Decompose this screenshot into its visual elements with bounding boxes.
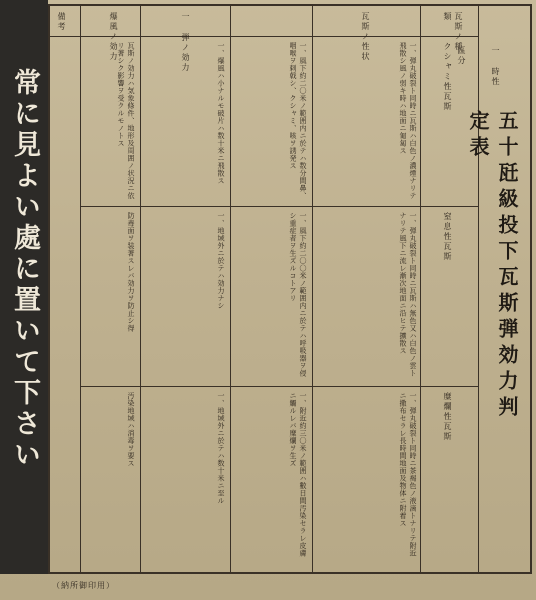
header-class-top: 瓦斯ノ種類 [443,12,463,52]
effect-table [48,4,532,574]
row-2-label: 窒息性瓦斯 [443,212,452,262]
row-1-notes: 瓦斯ノ効力ハ気象條件、地形及周囲ノ状況ニ依リ著シク影響ヲ受クルモノトス [117,42,135,200]
row-3-notes: 汚染地域ハ消毒ヲ要ス [127,392,135,467]
col-divider-title [478,6,479,572]
row-3-gas: 一、弾丸破裂ト同時ニ茶褐色ノ液滴トナリテ附近ニ撒布セラレ長時間地面及物体ニ附着ス [399,392,417,557]
row-2-gas: 一、弾丸破裂ト同時ニ瓦斯ハ無色又ハ白色ノ雲トナリテ風下ニ流レ漸次地面ニ沿ヒテ擴散ス [399,212,417,377]
class-name-1: 一 時性 [491,46,500,87]
header-effect: 一 弾ノ効力 [181,12,190,73]
col-divider-gas [312,6,313,572]
row-divider-1 [80,206,478,207]
row-1-gas: 一、弾丸破裂ト同時ニ瓦斯ハ白色ノ濃煙ナリテ飛散シ風ノ弱キ時ハ地面ニ匍匐ス [399,42,417,200]
header-gas: 瓦斯ノ性状 [361,12,370,62]
row-1-label: クシャミ性瓦斯 [443,42,452,112]
row-divider-2 [80,386,478,387]
header-class-bottom: 區分 [457,46,466,66]
row-3-effect: 一、附近約三〇米ノ範囲ハ數日間汚染セラレ皮膚ニ觸ルレバ糜爛ヲ生ズ [289,392,307,557]
row-3-blast: 一、地域外ニ於テハ数十米ニ至ル [217,392,225,505]
col-divider-effect [230,6,231,572]
side-banner [0,0,48,574]
header-notes: 備考 [57,12,66,32]
row-1-blast: 一、爆風ハ小ナルモ破片ハ数十米ニ飛散ス [217,42,225,185]
col-divider-notes [80,6,81,572]
row-2-effect: 一、風下約二〇〇米ノ範囲内ニ於テハ呼吸器ヲ侵シ重症者ヲ生ズルコトアリ [289,212,307,377]
row-2-notes: 防毒面ヲ装著スレバ効力ヲ防止シ得 [127,212,135,332]
col-divider-blast [140,6,141,572]
row-2-blast: 一、地域外ニ於テハ効力ナシ [217,212,225,310]
row-1-effect: 一、風下約二〇米ノ範囲内ニ於テハ数分間鼻、咽喉ヲ刺戟シ、クシャミ、咳ヲ誘発ス [289,42,307,200]
page-title: 五十瓩級投下瓦斯弾効力判定表 [466,110,519,422]
row-3-label: 糜爛性瓦斯 [443,392,452,442]
header-blast: 爆風ノ効力 [109,12,118,62]
side-banner-text: 常に見よい處に置いて下さい [9,68,40,471]
col-divider-class [420,6,421,572]
print-note: （納所御印用） [52,581,115,590]
